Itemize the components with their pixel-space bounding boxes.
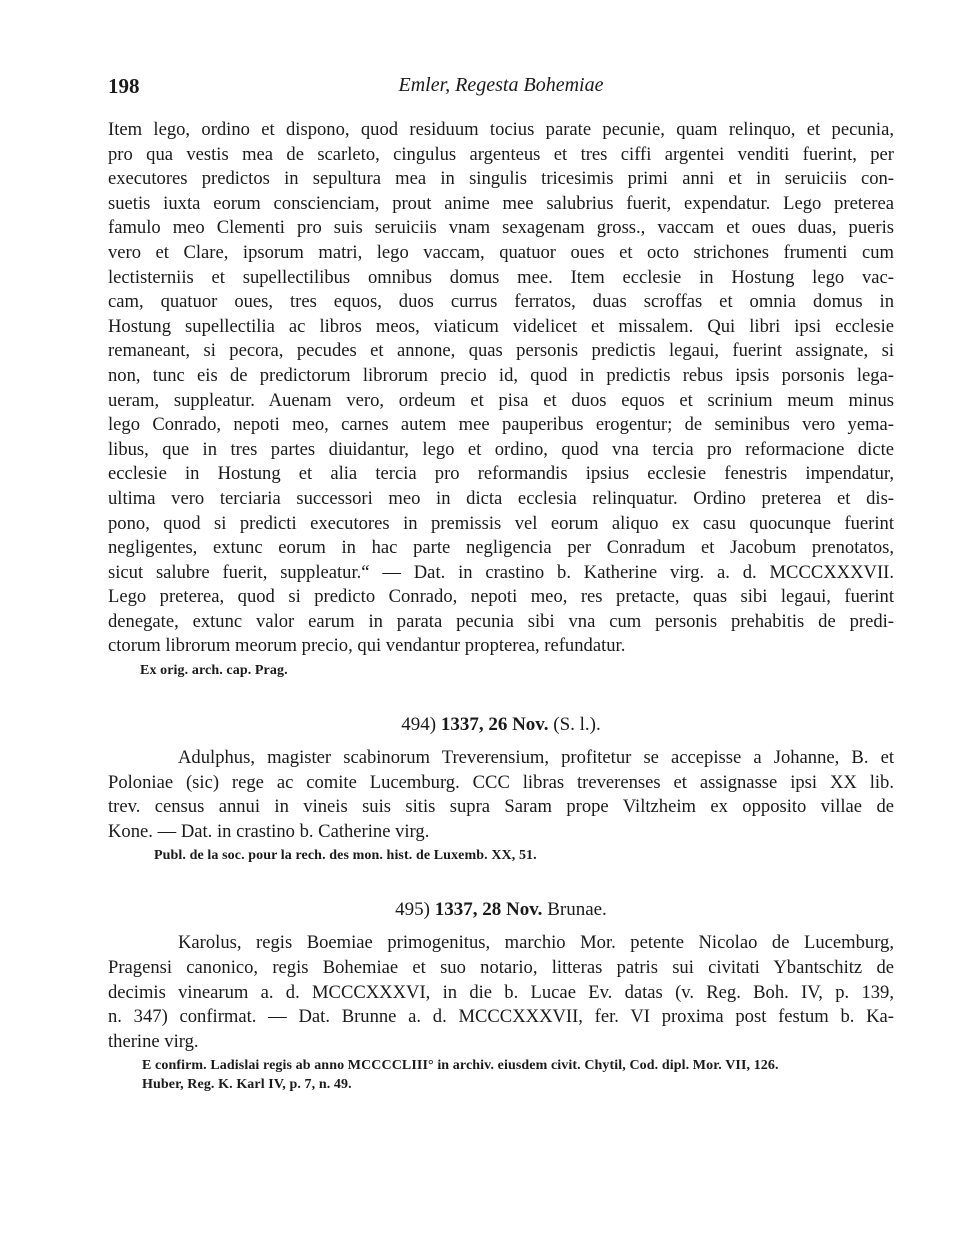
entry-date: 1337, 28 Nov. — [434, 899, 543, 921]
text-line: ultima vero terciaria successori meo in dicta ecclesia relinquatur. Ordino preterea et dis- — [108, 487, 894, 509]
text-line: non, tunc eis de predictorum librorum precio id, quod in predictis rebus ipsis porsonis lega- — [108, 364, 894, 386]
text-line: Kone. — Dat. in crastino b. Catherine virg. — [108, 820, 430, 842]
page-number: 198 — [108, 74, 140, 98]
source-note — [142, 1056, 894, 1094]
text-line: Hostung supellectilia ac libros meos, viaticum videlicet et missalem. Qui libri ipsi ecclesie — [108, 315, 894, 337]
text-line: suetis iuxta eorum conscienciam, prout anime mee salubrius fuerit, expendatur. Lego preterea — [108, 192, 894, 214]
text-line: Item lego, ordino et dispono, quod residuum tocius parate pecunie, quam relinquo, et pecunia, — [108, 119, 894, 140]
text-line: Adulphus, magister scabinorum Treverensium, profitetur se accepisse a Johanne, B. et — [178, 747, 894, 769]
text-line: libus, que in tres partes diuidantur, lego et ordino, quod vna tercia pro reformacione dicte — [108, 438, 894, 460]
text-line: therine virg. — [108, 1030, 199, 1052]
text-line: lectisterniis et supellectilibus omnibus domus mee. Item ecclesie in Hostung lego vac- — [108, 266, 894, 288]
page-header — [108, 74, 894, 104]
entry-place: Brunae. — [547, 899, 607, 921]
text-line: famulo meo Clementi pro suis seruiciis vnam sexagenam gross., vaccam et oues duas, pueris — [108, 217, 894, 239]
text-line: decimis vinearum a. d. MCCCXXXVI, in die b. Lucae Ev. datas (v. Reg. Boh. IV, p. 139, — [108, 981, 894, 1003]
running-title: Emler, Regesta Bohemiae — [398, 74, 604, 96]
entry-date: 1337, 26 Nov. — [440, 714, 549, 736]
text-line: sicut salubre fuerit, suppleatur.“ — Dat. in crastino b. Katherine virg. a. d. MCCCXXXVII. — [108, 561, 894, 583]
source-line: Huber, Reg. K. Karl IV, p. 7, n. 49. — [142, 1077, 352, 1093]
source-line: Ex orig. arch. cap. Prag. — [140, 663, 288, 679]
text-line: Poloniae (sic) rege ac comite Lucemburg. CCC libras treverenses et assignasse ipsi XX lib. — [108, 771, 894, 793]
text-line: remaneant, si pecora, pecudes et annone, quas personis predictis legaui, fuerint assignate, si — [108, 340, 894, 362]
page-body — [108, 118, 894, 1094]
text-line: pono, quod si predicti executores in premissis vel eorum aliquo ex casu quocunque fuerint — [108, 512, 894, 534]
text-line: Pragensi canonico, regis Bohemiae et suo notario, litteras patris sui civitati Ybantschitz de — [108, 957, 894, 979]
entry-heading-495 — [108, 899, 894, 921]
text-line: denegate, extunc valor earum in parata pecunia sibi vna cum personis prehabitis de predi- — [108, 610, 894, 632]
text-line: ueram, suppleatur. Auenam vero, ordeum et pisa et duos equos et scrinium meum minus — [108, 389, 894, 411]
text-line: negligentes, extunc eorum in hac parte negligencia per Conradum et Jacobum prenotatos, — [108, 537, 894, 559]
text-line: executores predictos in sepultura mea in singulis tricesimis primi anni et in seruiciis con- — [108, 168, 894, 190]
entry-text-494 — [108, 746, 894, 844]
text-line: Lego preterea, quod si predicto Conrado, nepoti meo, res pretacte, quas sibi legaui, fuerint — [108, 586, 894, 608]
source-note — [154, 846, 894, 865]
entry-text-495 — [108, 931, 894, 1054]
source-line: E confirm. Ladislai regis ab anno MCCCCLIII° in archiv. eiusdem civit. Chytil, Cod. dipl. Mor. VII, 126. — [142, 1058, 779, 1074]
continuation-paragraph — [108, 118, 894, 659]
text-line: vero et Clare, ipsorum matri, lego vaccam, quatuor oues et octo strichones frumenti cum — [108, 241, 894, 263]
text-line: pro qua vestis mea de scarleto, cingulus argenteus et tres ciffi argentei venditi fuerint, per — [108, 143, 894, 165]
text-line: lego Conrado, nepoti meo, carnes autem mee pauperibus erogentur; de seminibus vero yema- — [108, 414, 894, 436]
text-line: cam, quatuor oues, tres equos, duos currus ferratos, duas scroffas et omnia domus in — [108, 291, 894, 313]
source-line: Publ. de la soc. pour la rech. des mon. hist. de Luxemb. XX, 51. — [154, 848, 537, 864]
source-note — [140, 661, 894, 680]
text-line: Karolus, regis Boemiae primogenitus, marchio Mor. petente Nicolao de Lucemburg, — [178, 932, 894, 954]
text-line: n. 347) confirmat. — Dat. Brunne a. d. MCCCXXXVII, fer. VI proxima post festum b. Ka- — [108, 1006, 894, 1028]
entry-number: 495) — [395, 899, 430, 921]
text-line: trev. census annui in vineis suis sitis supra Saram prope Viltzheim ex opposito villae de — [108, 796, 894, 818]
text-line: ctorum librorum meorum precio, qui vendantur propterea, refundatur. — [108, 635, 626, 657]
text-line: ecclesie in Hostung et alia tercia pro reformandis ipsius ecclesie fenestris impendatur, — [108, 463, 894, 485]
entry-place: (S. l.). — [553, 714, 601, 736]
entry-number: 494) — [401, 714, 437, 736]
entry-heading-494 — [108, 714, 894, 736]
